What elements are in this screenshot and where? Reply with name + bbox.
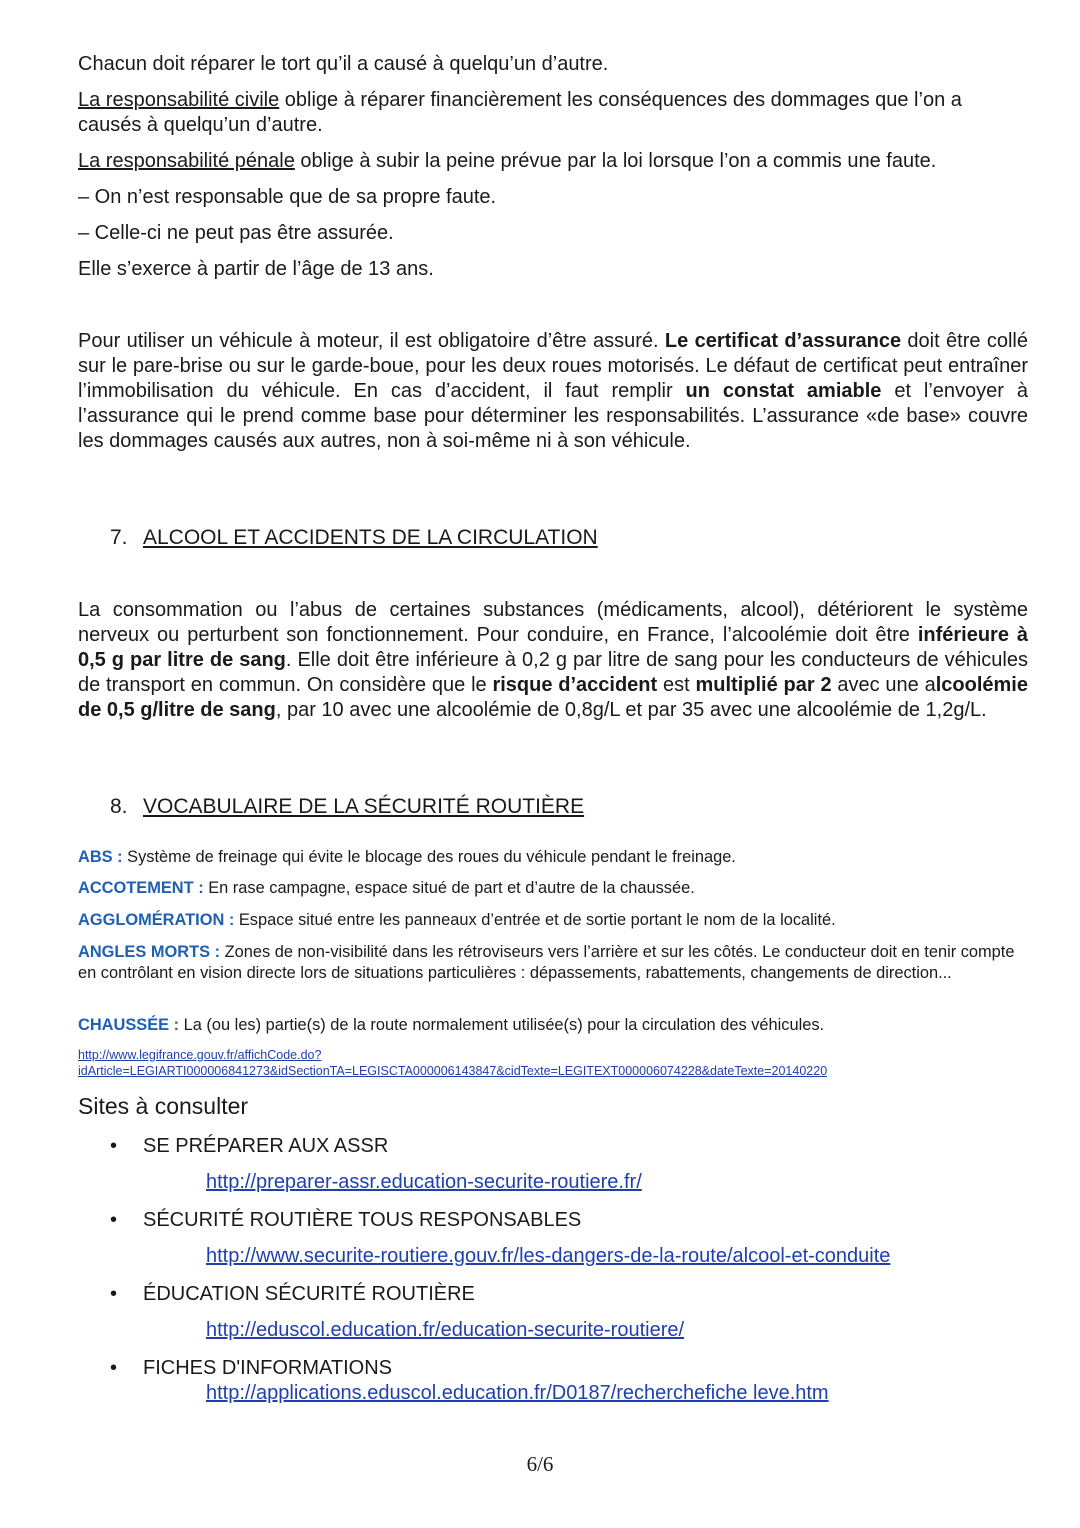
vocab-definition: Système de freinage qui évite le blocage des roues du véhicule pendant le freinage. (122, 848, 736, 866)
section-8-title: VOCABULAIRE DE LA SÉCURITÉ ROUTIÈRE (143, 795, 585, 818)
civile-term: La responsabilité civile (78, 89, 280, 111)
alcool-bold-3: multiplié par 2 (695, 674, 832, 696)
site-label: ÉDUCATION SÉCURITÉ ROUTIÈRE (143, 1283, 475, 1305)
point-1: – On n’est responsable que de sa propre faute. (78, 186, 497, 208)
section-8-heading (110, 794, 584, 820)
point-2: – Celle-ci ne peut pas être assurée. (78, 222, 394, 244)
vocab-term: AGGLOMÉRATION : (78, 911, 235, 929)
penale-paragraph (78, 149, 1028, 174)
site-item-education (110, 1282, 475, 1307)
age-paragraph: Elle s’exerce à partir de l’âge de 13 ans. (78, 258, 434, 280)
section-7-heading (110, 525, 598, 551)
bullet-icon: • (110, 1209, 118, 1231)
alcool-bold-1: inférieure à 0,5 g par litre de sang (78, 624, 1028, 671)
vocab-item-abs (78, 847, 1028, 868)
vocab-definition: En rase campagne, espace situé de part et d’autre de la chaussée. (203, 879, 695, 897)
vocab-term: ACCOTEMENT : (78, 879, 204, 897)
civile-paragraph (78, 88, 1028, 138)
alcool-bold-4: lcoolémie de 0,5 g/litre de sang (78, 674, 1028, 721)
section-7-title: ALCOOL ET ACCIDENTS DE LA CIRCULATION (143, 526, 598, 549)
assurance-text-2: doit être collé sur le pare-brise ou sur le garde-boue, pour les deux roues motorisés. Le défaut de certificat peut entraîner l’immobilisation du véhicule. En cas d’accident, il faut remplir (78, 330, 1028, 402)
alcool-text-1: La consommation ou l’abus de certaines substances (médicaments, alcool), détériorent le système nerveux ou perturbent son fonctionnement. Pour conduire, en France, l’alcoolémie doit être (78, 599, 1028, 646)
legifrance-link-line-1: http://www.legifrance.gouv.fr/affichCode.do? (78, 1048, 322, 1062)
section-8-number: 8. (110, 795, 128, 818)
site-link-assr[interactable]: http://preparer-assr.education-securite-routiere.fr/ (206, 1171, 642, 1193)
assurance-text-3: et l’envoyer à l’assurance qui le prend comme base pour déterminer les responsabilités. L’assurance «de base» couvre les dommages causés aux autres, non à soi-même ni à son véhicule. (78, 380, 1028, 452)
vocab-definition: La (ou les) partie(s) de la route normalement utilisée(s) pour la circulation des véhicules. (179, 1016, 825, 1034)
intro-text: Chacun doit réparer le tort qu’il a causé à quelqu’un d’autre. (78, 53, 609, 75)
site-item-securite-routiere (110, 1208, 581, 1233)
legifrance-link-line-2: idArticle=LEGIARTI000006841273&idSectionTA=LEGISCTA000006143847&cidTexte=LEGITEXT000006074228&dateTexte=20140220 (78, 1064, 828, 1078)
assurance-bold-2: un constat amiable (685, 380, 882, 402)
vocab-item-angles-morts (78, 942, 1028, 984)
vocab-definition: Espace situé entre les panneaux d’entrée et de sortie portant le nom de la localité. (234, 911, 836, 929)
assurance-paragraph (78, 329, 1028, 454)
vocab-term: ABS : (78, 848, 123, 866)
penale-term: La responsabilité pénale (78, 150, 295, 172)
legifrance-link[interactable] (78, 1047, 1028, 1079)
alcool-paragraph (78, 598, 1028, 723)
vocab-term: ANGLES MORTS : (78, 943, 221, 961)
bullet-icon: • (110, 1135, 118, 1157)
assurance-bold-1: Le certificat d’assurance (664, 330, 902, 352)
alcool-text-4: avec une a (831, 674, 936, 696)
site-item-fiches (110, 1356, 392, 1381)
section-7-number: 7. (110, 526, 128, 549)
site-link-education[interactable]: http://eduscol.education.fr/education-securite-routiere/ (206, 1319, 685, 1341)
alcool-text-5: , par 10 avec une alcoolémie de 0,8g/L et par 35 avec une alcoolémie de 1,2g/L. (275, 699, 987, 721)
site-item-assr (110, 1134, 388, 1159)
alcool-text-3: est (657, 674, 696, 696)
page-number: 6/6 (526, 1452, 554, 1476)
vocab-item-chaussee (78, 1015, 1028, 1036)
alcool-text-2: . Elle doit être inférieure à 0,2 g par litre de sang pour les conducteurs de véhicules de transport en commun. On considère que le (78, 649, 1029, 696)
penale-text: oblige à subir la peine prévue par la loi lorsque l’on a commis une faute. (294, 150, 937, 172)
vocab-item-accotement (78, 878, 1028, 899)
vocab-item-agglomeration (78, 910, 1028, 931)
assurance-text-1: Pour utiliser un véhicule à moteur, il est obligatoire d’être assuré. (78, 330, 665, 352)
bullet-icon: • (110, 1283, 118, 1305)
site-link-securite-routiere[interactable]: http://www.securite-routiere.gouv.fr/les-dangers-de-la-route/alcool-et-conduite (206, 1245, 891, 1267)
site-link-fiches[interactable]: http://applications.eduscol.education.fr/D0187/recherchefiche leve.htm (206, 1382, 829, 1404)
vocab-definition: Zones de non-visibilité dans les rétroviseurs vers l’arrière et sur les côtés. Le conducteur doit en tenir compte en contrôlant en vision directe lors de situations particulières : dépassements, rabattements, changements de direction... (78, 943, 1015, 982)
sites-title: Sites à consulter (78, 1093, 249, 1119)
site-label: SE PRÉPARER AUX ASSR (143, 1135, 389, 1157)
alcool-bold-2: risque d’accident (492, 674, 658, 696)
intro-paragraph (78, 52, 1028, 77)
civile-text: oblige à réparer financièrement les conséquences des dommages que l’on a causés à quelqu’un d’autre. (78, 89, 962, 136)
site-label: FICHES D'INFORMATIONS (143, 1357, 393, 1379)
site-label: SÉCURITÉ ROUTIÈRE TOUS RESPONSABLES (143, 1209, 582, 1231)
bullet-icon: • (110, 1357, 118, 1379)
vocab-term: CHAUSSÉE : (78, 1016, 180, 1034)
